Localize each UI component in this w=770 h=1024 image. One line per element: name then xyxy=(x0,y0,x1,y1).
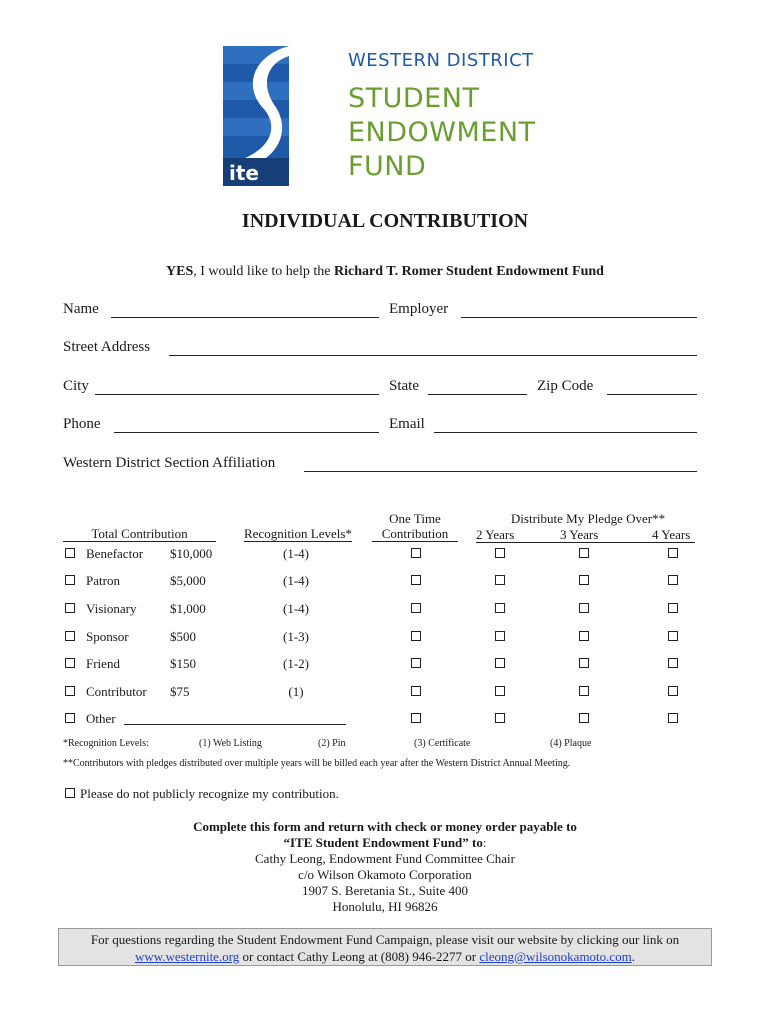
level-name: Visionary xyxy=(86,601,137,616)
header-contribution: Contribution xyxy=(372,527,458,542)
return-payee-line xyxy=(0,835,770,851)
level-checkbox[interactable] xyxy=(65,658,75,668)
anonymous-checkbox[interactable] xyxy=(65,788,75,798)
zip-field[interactable] xyxy=(607,394,697,395)
return-address-1: Cathy Leong, Endowment Fund Committee Chair xyxy=(255,851,515,866)
affiliation-field[interactable] xyxy=(304,471,697,472)
recognition-note-plaque: (4) Plaque xyxy=(550,738,592,749)
four-year-checkbox[interactable] xyxy=(668,631,678,641)
level-amount: $5,000 xyxy=(170,573,206,588)
level-amount: $10,000 xyxy=(170,546,213,561)
header-distribute-pledge: Distribute My Pledge Over** xyxy=(510,511,666,526)
level-checkbox[interactable] xyxy=(65,686,75,696)
level-checkbox[interactable] xyxy=(65,575,75,585)
intro-body: , I would like to help the xyxy=(193,264,335,279)
employer-field[interactable] xyxy=(461,317,697,318)
logo-line-fund: FUND xyxy=(348,151,427,182)
other-amount-field[interactable] xyxy=(124,724,346,725)
intro-yes: YES xyxy=(166,264,194,279)
two-year-checkbox[interactable] xyxy=(495,575,505,585)
header-recognition-levels: Recognition Levels* xyxy=(244,526,352,541)
three-year-checkbox[interactable] xyxy=(579,548,589,558)
four-year-checkbox[interactable] xyxy=(668,658,678,668)
two-year-checkbox[interactable] xyxy=(495,713,505,723)
two-year-checkbox[interactable] xyxy=(495,686,505,696)
logo-mark xyxy=(223,46,289,186)
level-amount: $75 xyxy=(170,684,190,699)
two-year-checkbox[interactable] xyxy=(495,603,505,613)
footer-box xyxy=(58,928,712,966)
street-label: Street Address xyxy=(63,339,151,355)
level-name: Sponsor xyxy=(86,629,129,644)
header-3-years: 3 Years xyxy=(560,527,599,542)
header-total-contribution: Total Contribution xyxy=(63,527,216,542)
level-checkbox[interactable] xyxy=(65,603,75,613)
name-label: Name xyxy=(63,301,99,317)
city-label: City xyxy=(63,378,89,394)
recognition-note-label: *Recognition Levels: xyxy=(63,738,149,749)
header-one-time: One Time xyxy=(389,511,441,526)
header-4-years: 4 Years xyxy=(652,527,691,542)
phone-label: Phone xyxy=(63,416,101,432)
level-checkbox[interactable] xyxy=(65,631,75,641)
level-checkbox[interactable] xyxy=(65,713,75,723)
header-years-row xyxy=(476,527,695,543)
one-time-checkbox[interactable] xyxy=(411,713,421,723)
logo-line-western-district: WESTERN DISTRICT xyxy=(348,50,534,71)
one-time-checkbox[interactable] xyxy=(411,603,421,613)
email-field[interactable] xyxy=(434,432,697,433)
one-time-checkbox[interactable] xyxy=(411,631,421,641)
return-address-3: 1907 S. Beretania St., Suite 400 xyxy=(301,883,469,898)
one-time-checkbox[interactable] xyxy=(411,548,421,558)
level-name: Benefactor xyxy=(86,546,144,561)
three-year-checkbox[interactable] xyxy=(579,631,589,641)
level-checkbox[interactable] xyxy=(65,548,75,558)
return-payee: “ITE Student Endowment Fund” to xyxy=(283,835,483,850)
zip-label: Zip Code xyxy=(537,378,594,394)
state-field[interactable] xyxy=(428,394,527,395)
return-payee-colon: : xyxy=(482,835,487,850)
three-year-checkbox[interactable] xyxy=(579,603,589,613)
level-recognition: (1-2) xyxy=(283,656,309,671)
affiliation-label: Western District Section Affiliation xyxy=(63,455,276,471)
four-year-checkbox[interactable] xyxy=(668,603,678,613)
footer-text-1: For questions regarding the Student Endowment Fund Campaign, please visit our website by clicking our link on xyxy=(90,932,680,947)
return-instructions: Complete this form and return with check or money order payable to xyxy=(193,819,577,834)
intro-text xyxy=(0,264,770,280)
two-year-checkbox[interactable] xyxy=(495,658,505,668)
level-recognition: (1) xyxy=(288,684,304,699)
three-year-checkbox[interactable] xyxy=(579,686,589,696)
logo-line-student: STUDENT xyxy=(348,83,480,114)
level-name: Contributor xyxy=(86,684,147,699)
level-name: Patron xyxy=(86,573,120,588)
phone-field[interactable] xyxy=(114,432,379,433)
email-link[interactable]: cleong@wilsonokamoto.com xyxy=(479,949,632,964)
level-recognition: (1-4) xyxy=(283,573,309,588)
one-time-checkbox[interactable] xyxy=(411,686,421,696)
recognition-note-pin: (2) Pin xyxy=(318,738,346,749)
three-year-checkbox[interactable] xyxy=(579,713,589,723)
two-year-checkbox[interactable] xyxy=(495,548,505,558)
level-recognition: (1-4) xyxy=(283,601,309,616)
city-field[interactable] xyxy=(95,394,379,395)
footer-line-2 xyxy=(59,948,711,965)
footer-end: . xyxy=(631,949,636,964)
level-amount: $500 xyxy=(170,629,196,644)
footer-text-2: or contact Cathy Leong at (808) 946-2277 or xyxy=(239,949,480,964)
recognition-note-certificate: (3) Certificate xyxy=(414,738,471,749)
logo-mark-text: ite xyxy=(229,161,259,185)
state-label: State xyxy=(389,378,419,394)
level-recognition: (1-3) xyxy=(283,629,309,644)
three-year-checkbox[interactable] xyxy=(579,575,589,585)
two-year-checkbox[interactable] xyxy=(495,631,505,641)
name-field[interactable] xyxy=(111,317,379,318)
website-link[interactable]: www.westernite.org xyxy=(134,949,240,964)
level-amount: $150 xyxy=(170,656,196,671)
header-2-years: 2 Years xyxy=(476,527,515,542)
level-name: Friend xyxy=(86,656,120,671)
form-title: INDIVIDUAL CONTRIBUTION xyxy=(241,210,529,232)
email-label: Email xyxy=(389,416,425,432)
one-time-checkbox[interactable] xyxy=(411,658,421,668)
level-name: Other xyxy=(86,711,116,726)
intro-fund-name: Richard T. Romer Student Endowment Fund xyxy=(334,264,604,279)
pledge-note: **Contributors with pledges distributed over multiple years will be billed each year after the Western District Annual Meeting. xyxy=(63,758,571,769)
four-year-checkbox[interactable] xyxy=(668,548,678,558)
level-amount: $1,000 xyxy=(170,601,206,616)
level-recognition: (1-4) xyxy=(283,546,309,561)
employer-label: Employer xyxy=(389,301,449,317)
return-address-2: c/o Wilson Okamoto Corporation xyxy=(298,867,472,882)
three-year-checkbox[interactable] xyxy=(579,658,589,668)
one-time-checkbox[interactable] xyxy=(411,575,421,585)
return-address-4: Honolulu, HI 96826 xyxy=(332,899,438,914)
logo-line-endowment: ENDOWMENT xyxy=(348,117,536,148)
recognition-note-web: (1) Web Listing xyxy=(199,738,262,749)
street-field[interactable] xyxy=(169,355,697,356)
four-year-checkbox[interactable] xyxy=(668,575,678,585)
four-year-checkbox[interactable] xyxy=(668,686,678,696)
four-year-checkbox[interactable] xyxy=(668,713,678,723)
anonymous-label: Please do not publicly recognize my contribution. xyxy=(80,786,339,801)
